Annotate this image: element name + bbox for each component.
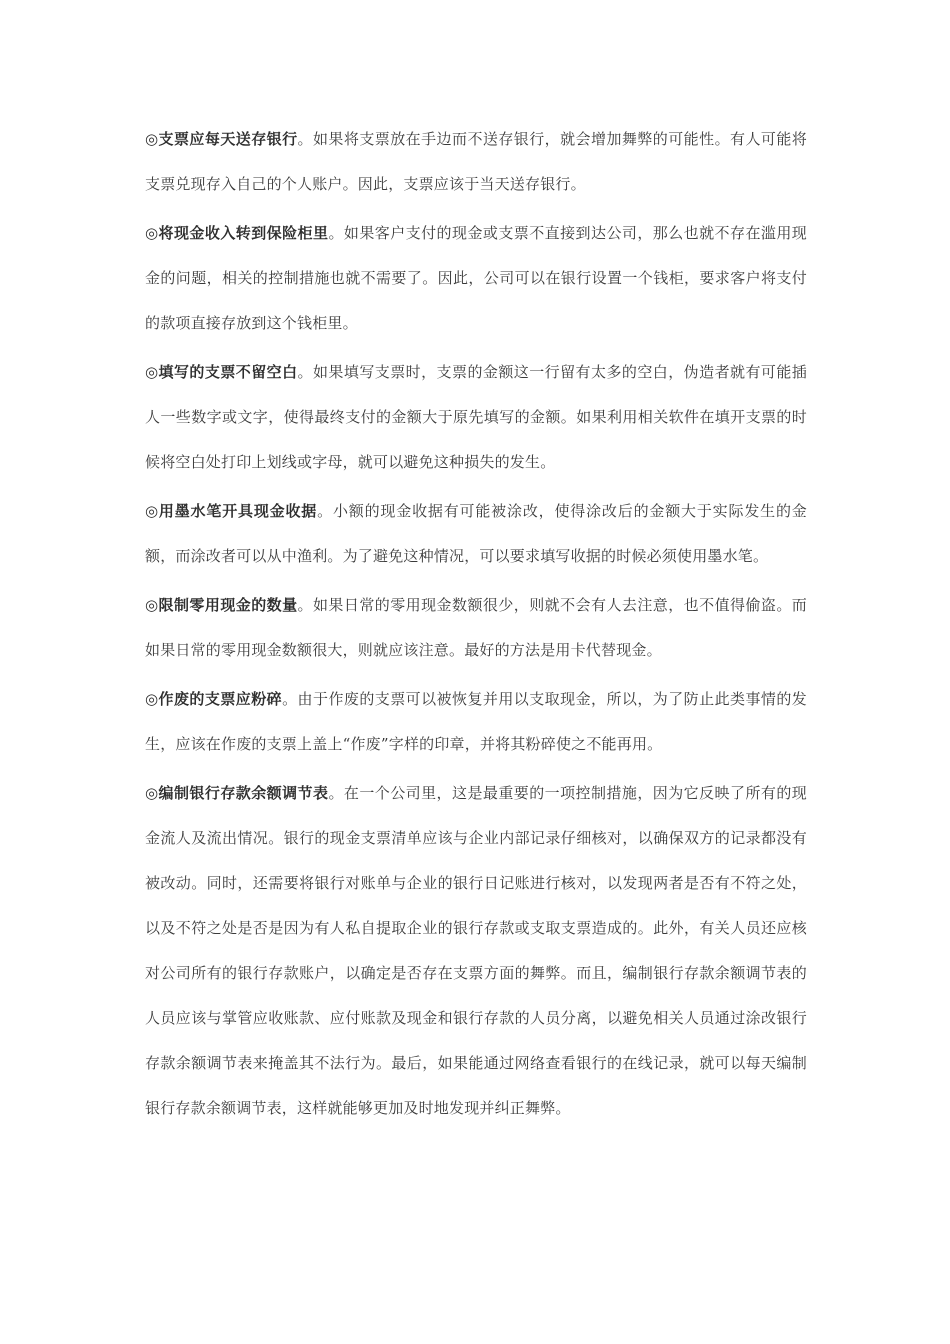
paragraph-heading: ◎将现金收入转到保险柜里 [145, 224, 329, 242]
paragraph-body: 。如果日常的零用现金数额很少，则就不会有人去注意，也不值得偷盗。而如果日常的零用现金数额很大，则就应该注意。最好的方法是用卡代替现金。 [145, 596, 807, 659]
paragraph-body: 。由于作废的支票可以被恢复并用以支取现金，所以，为了防止此类事情的发生，应该在作废的支票上盖上“作废”字样的印章，并将其粉碎使之不能再用。 [145, 690, 808, 753]
paragraph-heading: ◎作废的支票应粉碎 [145, 690, 283, 708]
paragraph-no-blank-checks [145, 350, 807, 485]
paragraph-heading: ◎用墨水笔开具现金收据 [145, 502, 318, 520]
paragraph-body: 。如果客户支付的现金或支票不直接到达公司，那么也就不存在滥用现金的问题，相关的控制措施也就不需要了。因此，公司可以在银行设置一个钱柜，要求客户将支付的款项直接存放到这个钱柜里。 [145, 224, 807, 332]
paragraph-body: 。在一个公司里，这是最重要的一项控制措施，因为它反映了所有的现金流人及流出情况。银行的现金支票清单应该与企业内部记录仔细核对，以确保双方的记录都没有被改动。同时，还需要将银行对账单与企业的银行日记账进行核对，以发现两者是否有不符之处，以及不符之处是否是因为有人私自提取企业的银行存款或支取支票造成的。此外，有关人员还应核对公司所有的银行存款账户，以确定是否存在支票方面的舞弊。而且，编制银行存款余额调节表的人员应该与掌管应收账款、应付账款及现金和银行存款的人员分离，以避免相关人员通过涂改银行存款余额调节表来掩盖其不法行为。最后，如果能通过网络查看银行的在线记录，就可以每天编制银行存款余额调节表，这样就能够更加及时地发现并纠正舞弊。 [145, 784, 807, 1117]
paragraph-ink-receipts [145, 489, 807, 579]
paragraph-body: 。如果将支票放在手边而不送存银行，就会增加舞弊的可能性。有人可能将支票兑现存入自己的个人账户。因此，支票应该于当天送存银行。 [145, 130, 807, 193]
paragraph-deposit-checks [145, 117, 807, 207]
paragraph-heading: ◎填写的支票不留空白 [145, 363, 298, 381]
paragraph-cash-safe [145, 211, 807, 346]
document-page [145, 117, 807, 1135]
paragraph-void-checks [145, 677, 807, 767]
paragraph-body: 。小额的现金收据有可能被涂改，使得涂改后的金额大于实际发生的金额，而涂改者可以从中渔利。为了避免这种情况，可以要求填写收据的时候必须使用墨水笔。 [145, 502, 807, 565]
paragraph-bank-reconciliation [145, 771, 807, 1131]
paragraph-heading: ◎编制银行存款余额调节表 [145, 784, 329, 802]
paragraph-heading: ◎限制零用现金的数量 [145, 596, 298, 614]
paragraph-body: 。如果填写支票时，支票的金额这一行留有太多的空白，伪造者就有可能插人一些数字或文字，使得最终支付的金额大于原先填写的金额。如果利用相关软件在填开支票的时候将空白处打印上划线或字母，就可以避免这种损失的发生。 [145, 363, 807, 471]
paragraph-petty-cash [145, 583, 807, 673]
paragraph-heading: ◎支票应每天送存银行 [145, 130, 298, 148]
